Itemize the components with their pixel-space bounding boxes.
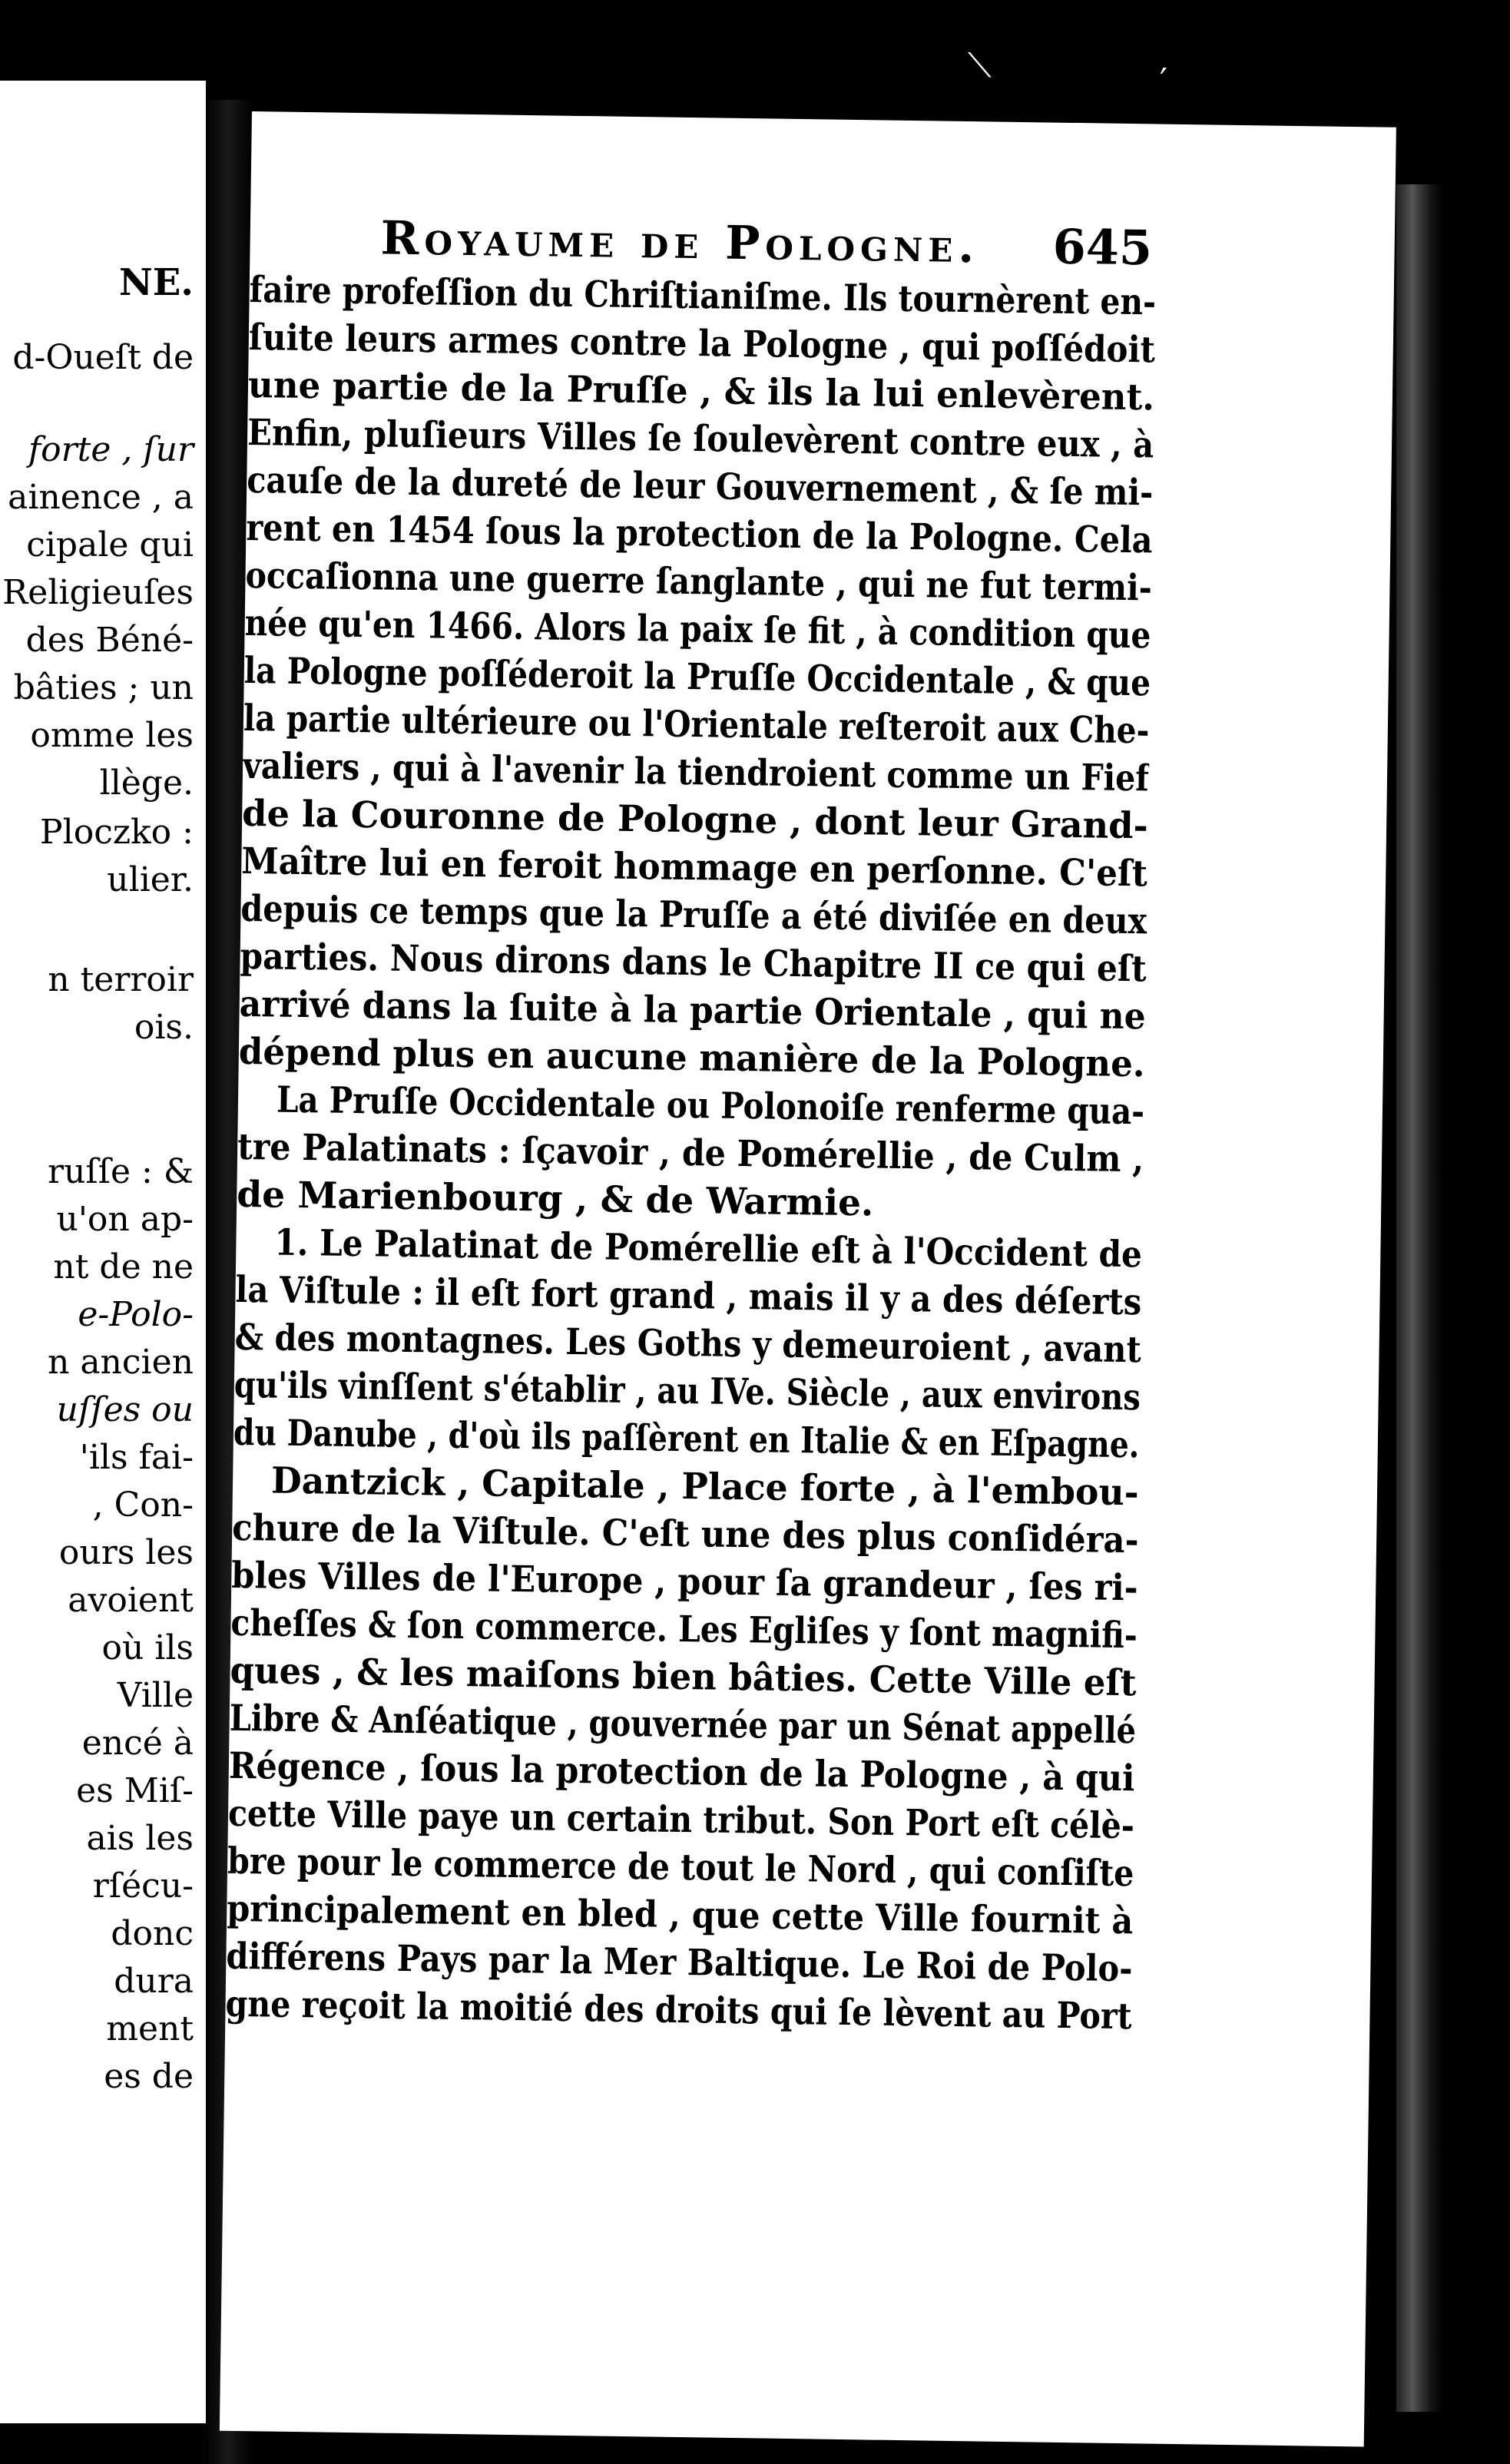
left-page-fragment: nt de ne [53,1247,194,1287]
left-page-fragment: ulier. [107,860,194,899]
text-line: principalement en bled , que cette Ville fournit à [226,1887,1134,1943]
text-line: faire profeſſion du Chriſtianiſme. Ils tournèrent en- [249,268,1157,324]
right-page [220,111,1396,2447]
text-line: occaſionna une guerre ſanglante , qui ne fut termi- [245,554,1153,610]
text-line: Libre & Anſéatique , gouvernée par un Sénat appellé [229,1697,1137,1753]
text-line: Dantzick , Capitale , Place forte , à l'embou- [270,1459,1140,1515]
page-number: 645 [1052,218,1153,277]
text-line: valiers , qui à l'avenir la tiendroient comme un Fief [242,744,1150,800]
text-line: gne reçoit la moitié des droits qui ſe lèvent au Port [225,1982,1132,2038]
left-page-fragment: u'on ap- [56,1200,194,1239]
text-line: du Danube , d'où ils paſſèrent en Italie & en Eſpagne. [233,1411,1140,1467]
text-line: parties. Nous dirons dans le Chapitre II ce qui eſt [240,935,1147,991]
left-page-fragment: 'ils fai- [79,1438,194,1477]
left-page-fragment: uſſes ou [56,1390,194,1429]
left-page-fragment: ainence , a [8,478,194,517]
left-page-fragment: d-Oueſt de [12,338,194,377]
left-page-fragment: n ancien [48,1343,194,1382]
text-line: la Pologne poſſéderoit la Pruſſe Occidentale , & que [243,649,1151,705]
text-line: bre pour le commerce de tout le Nord , qui conſiſte [227,1840,1134,1896]
left-page-fragment: NE. [118,261,194,304]
left-page-fragment: ais les [86,1819,194,1858]
left-page-fragment: omme les [30,716,194,755]
left-page-fragment: donc [111,1914,194,1953]
book-edge [1396,184,1442,2412]
text-line: chure de la Viſtule. C'eſt une des plus conſidéra- [231,1506,1139,1562]
left-page-fragment: avoient [68,1581,194,1620]
text-line: ques , & les maiſons bien bâties. Cette Ville eſt [230,1649,1137,1705]
left-page-fragment: ois. [134,1008,194,1047]
scan-mark: ′ [1160,61,1167,101]
scan-mark: ⟍ [968,46,992,85]
text-line: 1. Le Palatinat de Pomérellie eſt à l'Occident de [274,1221,1143,1277]
text-line: Maître lui en feroit hommage en perſonne. C'eſt [240,840,1148,896]
left-page-fragment: forte , ſur [28,430,194,469]
left-page-fragment: bâties ; un [13,668,194,707]
left-page-fragment: dura [114,1962,194,2001]
left-page-fragment: Religieuſes [2,573,194,612]
text-line: rent en 1454 ſous la protection de la Pologne. Cela [246,506,1153,562]
running-head: Royaume de Pologne. [380,211,980,274]
text-line: bles Villes de l'Europe , pour ſa grandeur , ſes ri- [230,1554,1138,1610]
left-page-fragment: des Béné- [25,621,194,660]
left-page-fragment: es de [104,2057,194,2096]
text-line: dépend plus en aucune manière de la Pologne. [238,1030,1145,1086]
text-line: cheſſes & ſon commerce. Les Egliſes y ſont magnifi- [230,1601,1138,1658]
left-page-fragment: ruſſe : & [48,1152,194,1191]
text-line: qu'ils vinſſent s'établir , au IVe. Siècle , aux environs [233,1363,1141,1419]
left-page-fragment: llège. [99,763,194,803]
text-line: Régence , ſous la protection de la Pologne , à qui [228,1744,1135,1800]
left-page-fragment: n terroir [48,960,194,999]
text-line: cauſe de la dureté de leur Gouvernement , & ſe mi- [246,459,1154,515]
text-line: cette Ville paye un certain tribut. Son Port eſt célè- [227,1792,1135,1848]
left-page-fragment: où ils [101,1628,194,1668]
left-page-fragment: e-Polo- [78,1295,194,1334]
left-page-fragment: cipale qui [26,525,194,565]
left-page-fragment: ours les [58,1533,194,1572]
left-page-fragment: , Con- [92,1485,194,1525]
left-page-fragment: encé à [81,1724,194,1763]
text-line: arrivé dans la ſuite à la partie Orientale , qui ne [239,982,1146,1038]
text-line: une partie de la Pruſſe , & ils la lui enlevèrent. [247,363,1155,419]
text-line: née qu'en 1466. Alors la paix ſe fit , à condition que [244,601,1151,657]
text-line: de la Couronne de Pologne , dont leur Grand- [241,792,1149,848]
text-line: Enfin, pluſieurs Villes ſe ſoulevèrent contre eux , à [247,411,1154,467]
text-line: & des montagnes. Les Goths y demeuroient , avant [234,1316,1142,1372]
left-page-fragment: Ville [117,1676,194,1715]
left-page [0,81,206,2423]
text-line: La Pruſſe Occidentale ou Polonoiſe renferme qua- [276,1078,1145,1134]
left-page-fragment: ment [106,2009,194,2048]
left-page-fragment: Ploczko : [40,813,194,852]
left-page-fragment: es Miſ- [76,1771,194,1810]
text-line: différens Pays par la Mer Baltique. Le Roi de Polo- [226,1935,1133,1991]
text-line: tre Palatinats : ſçavoir , de Pomérellie , de Culm , [237,1125,1144,1181]
text-line: de Marienbourg , & de Warmie. [236,1173,874,1225]
text-line: la partie ultérieure ou l'Orientale reſteroit aux Che- [243,697,1150,753]
text-line: la Viſtule : il eſt fort grand , mais il y a des déſerts [235,1268,1142,1324]
text-line: ſuite leurs armes contre la Pologne , qui poſſédoit [248,316,1156,372]
text-line: depuis ce temps que la Pruſſe a été diviſée en deux [240,887,1147,943]
left-page-fragment: rſécu- [92,1866,194,1906]
